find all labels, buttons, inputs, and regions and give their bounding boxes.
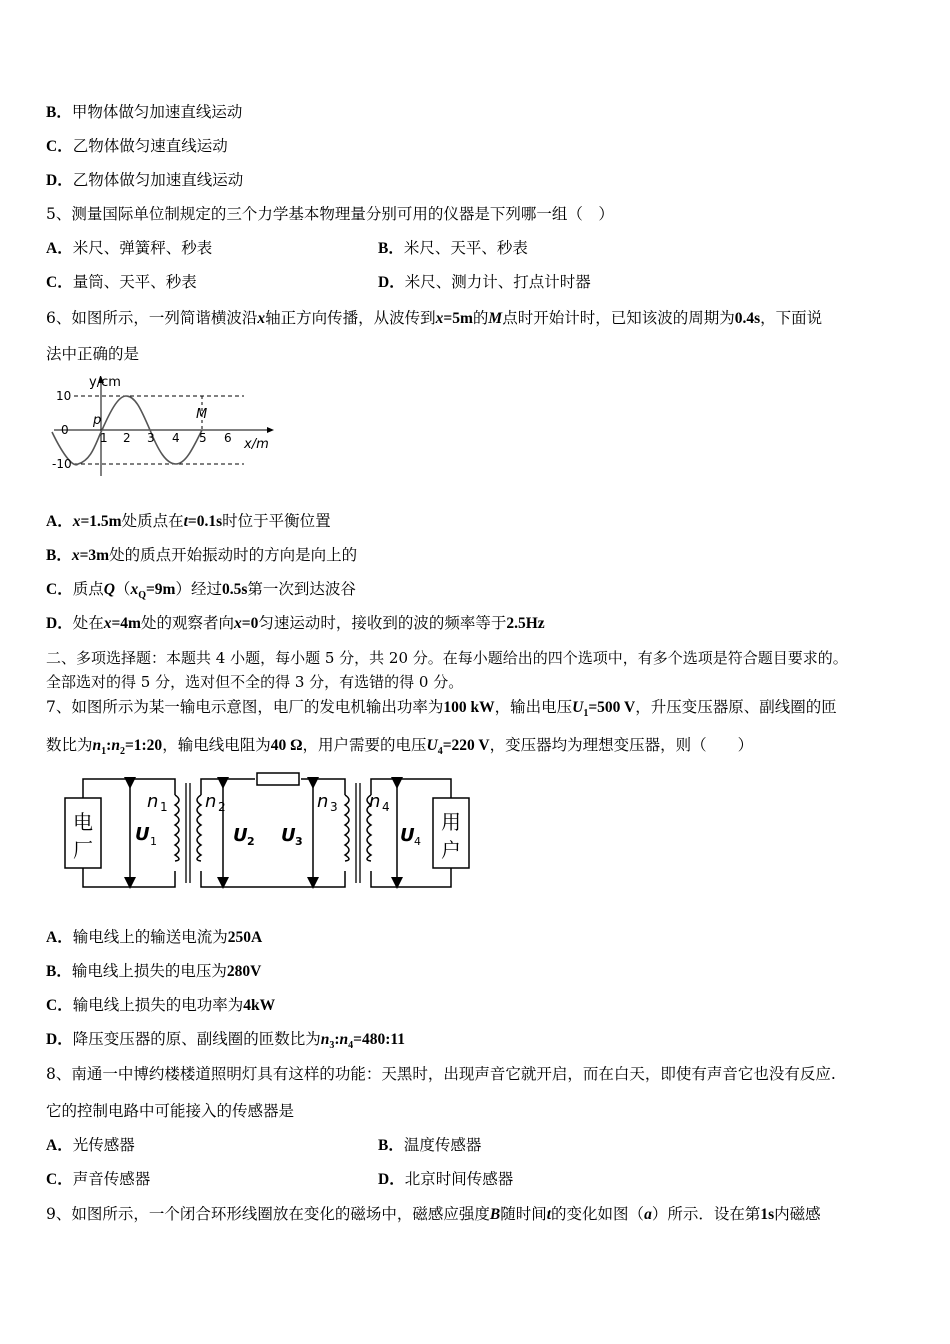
q8-option-b: B．温度传感器 bbox=[378, 1136, 482, 1154]
q8-option-a: A．光传感器 bbox=[46, 1136, 135, 1154]
u3-sub: 3 bbox=[295, 835, 303, 848]
q6-option-a: A．x=1.5m处质点在t=0.1s时位于平衡位置 bbox=[46, 512, 331, 530]
q8-stem-line2: 它的控制电路中可能接入的传感器是 bbox=[46, 1102, 295, 1120]
power-transmission-diagram bbox=[55, 765, 485, 900]
n2-label: n bbox=[205, 791, 217, 812]
n2-sub: 2 bbox=[218, 800, 226, 814]
line-resistor bbox=[257, 773, 299, 785]
q4-option-b: B．甲物体做匀加速直线运动 bbox=[46, 103, 243, 121]
wire-user-bottom bbox=[371, 868, 451, 887]
y-tick-neg10: -10 bbox=[52, 457, 72, 471]
q5-stem: 5、测量国际单位制规定的三个力学基本物理量分别可用的仪器是下列哪一组（ ） bbox=[46, 205, 614, 223]
point-p-label: p bbox=[93, 413, 102, 428]
power-plant-label-1: 电 bbox=[73, 810, 93, 834]
coil-n2 bbox=[197, 795, 201, 861]
coil-n3 bbox=[345, 795, 349, 861]
q6-stem: 6、如图所示，一列简谐横波沿x轴正方向传播，从波传到x=5m的M点时开始计时，已知该波的周期为0.4s，下面说 bbox=[46, 309, 823, 327]
x-tick-5: 5 bbox=[199, 431, 207, 445]
x-tick-3: 3 bbox=[147, 431, 155, 445]
q6-stem-line2: 法中正确的是 bbox=[46, 345, 140, 363]
u1-sub: 1 bbox=[150, 835, 157, 848]
q7-stem-line2: 数比为$n_1:n_2=1:20$，输电线电阻为40 Ω，用户需要的电压$U_4=220$ V，变压器均为理想变压器，则（ ） bbox=[46, 736, 754, 758]
q5-option-d: D．米尺、测力计、打点计时器 bbox=[378, 273, 591, 291]
x-tick-6: 6 bbox=[224, 431, 232, 445]
q8-option-d: D．北京时间传感器 bbox=[378, 1170, 514, 1188]
q5-option-b: B．米尺、天平、秒表 bbox=[378, 239, 528, 257]
n3-sub: 3 bbox=[330, 800, 338, 814]
n3-label: n bbox=[317, 791, 329, 812]
x-label: x/m bbox=[244, 437, 269, 452]
n4-label: n bbox=[369, 791, 381, 812]
q4-option-d: D．乙物体做匀加速直线运动 bbox=[46, 171, 244, 189]
section2-line1: 二、多项选择题：本题共 4 小题，每小题 5 分，共 20 分。在每小题给出的四个选项中，有多个选项是符合题目要求的。 bbox=[46, 649, 848, 667]
q9-stem: 9、如图所示，一个闭合环形线圈放在变化的磁场中，磁感应强度B随时间t的变化如图（a）所示．设在第1s内磁感 bbox=[46, 1205, 821, 1223]
q6-option-d: D．处在x=4m处的观察者向x=0匀速运动时，接收到的波的频率等于2.5Hz bbox=[46, 614, 545, 632]
q7-stem: 7、如图所示为某一输电示意图，电厂的发电机输出功率为100 kW，输出电压$U_1=500$ V，升压变压器原、副线圈的匝 bbox=[46, 698, 837, 720]
wire-primary-top bbox=[83, 779, 175, 798]
q7-option-a: A．输电线上的输送电流为250A bbox=[46, 928, 263, 946]
q5-option-a: A．米尺、弹簧秤、秒表 bbox=[46, 239, 213, 257]
q5-option-c: C．量筒、天平、秒表 bbox=[46, 273, 197, 291]
q7-option-d: D．降压变压器的原、副线圈的匝数比为$n_3:n_4=480:11$ bbox=[46, 1030, 406, 1052]
coil-n1 bbox=[175, 795, 179, 861]
y-tick-10: 10 bbox=[56, 389, 72, 403]
q6-option-c: C．质点$Q(x_Q=9m)$经过0.5s第一次到达波谷 bbox=[46, 580, 356, 602]
u1-label: U bbox=[135, 824, 150, 845]
q8-stem: 8、南通一中博约楼楼道照明灯具有这样的功能：天黑时，出现声音它就开启，而在白天，即使有声音它也没有反应. bbox=[46, 1065, 836, 1083]
u2-sub: 2 bbox=[247, 835, 255, 848]
q4-option-c: C．乙物体做匀速直线运动 bbox=[46, 137, 228, 155]
q7-option-b: B．输电线上损失的电压为280V bbox=[46, 962, 262, 980]
y-label: y/cm bbox=[89, 375, 121, 390]
x-axis-arrow bbox=[267, 427, 274, 433]
x-tick-1: 1 bbox=[100, 431, 108, 445]
q6-option-b: B．x=3m处的质点开始振动时的方向是向上的 bbox=[46, 546, 358, 564]
user-label-1: 用 bbox=[441, 810, 461, 834]
u2-label: U bbox=[233, 825, 248, 846]
u4-label: U bbox=[400, 825, 415, 846]
user-label-2: 户 bbox=[441, 838, 461, 862]
wire-primary-bottom bbox=[83, 868, 175, 887]
wire-user-top bbox=[371, 779, 451, 798]
x-tick-4: 4 bbox=[172, 431, 180, 445]
n1-sub: 1 bbox=[160, 800, 168, 814]
point-m-label: M bbox=[196, 407, 208, 422]
n1-label: n bbox=[147, 791, 159, 812]
wave-graph bbox=[44, 372, 284, 482]
u4-sub: 4 bbox=[414, 835, 421, 848]
section2-line2: 全部选对的得 5 分，选对但不全的得 3 分，有选错的得 0 分。 bbox=[46, 673, 464, 691]
q7-option-c: C．输电线上损失的电功率为4kW bbox=[46, 996, 276, 1014]
u3-label: U bbox=[281, 825, 296, 846]
n4-sub: 4 bbox=[382, 800, 390, 814]
y-tick-0: 0 bbox=[61, 423, 69, 437]
x-tick-2: 2 bbox=[123, 431, 131, 445]
q8-option-c: C．声音传感器 bbox=[46, 1170, 151, 1188]
power-plant-label-2: 厂 bbox=[73, 838, 93, 862]
